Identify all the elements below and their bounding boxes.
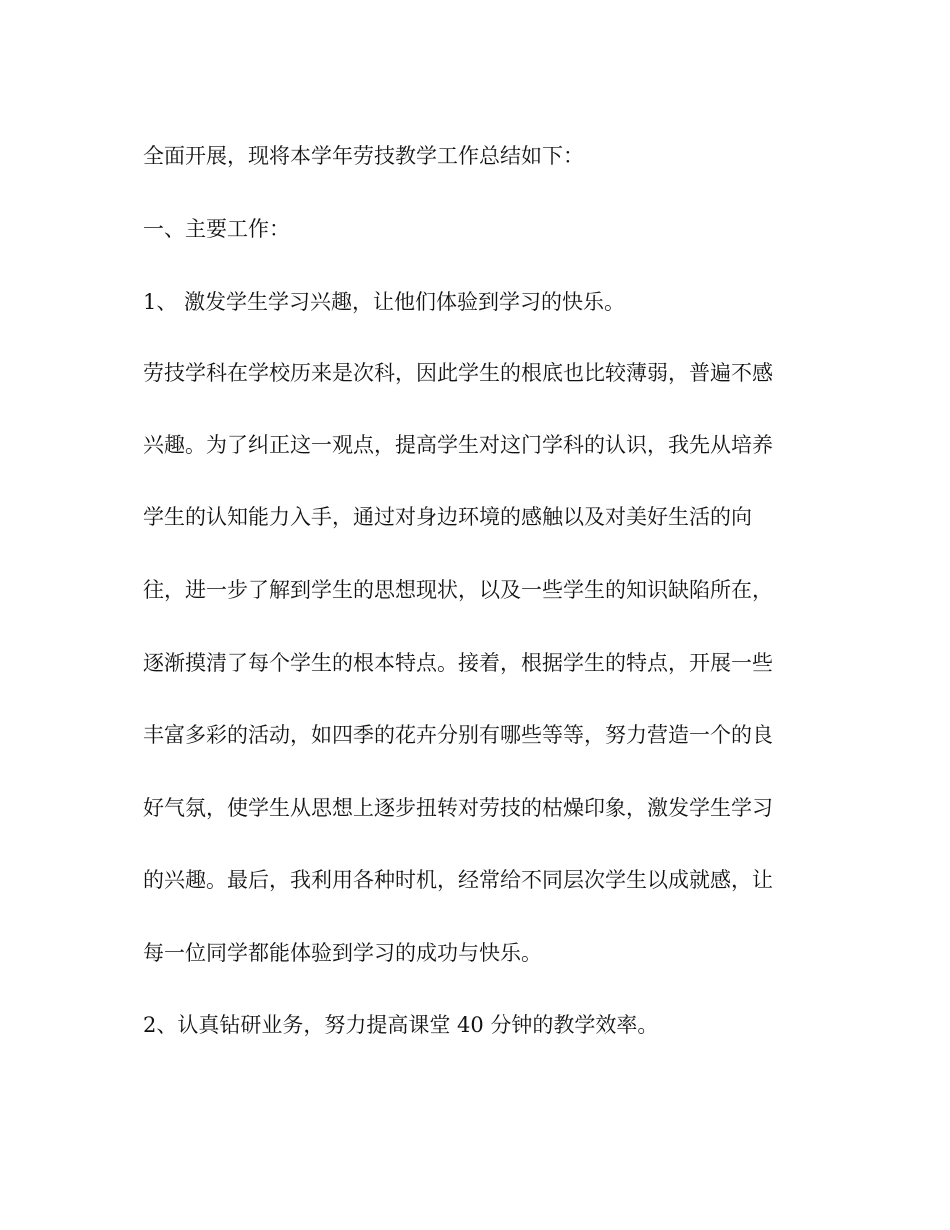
text-line: 全面开展，现将本学年劳技教学工作总结如下： [143,144,584,168]
text-line: 往，进一步了解到学生的思想现状，以及一些学生的知识缺陷所在， [143,578,773,602]
text-line: 好气氛，使学生从思想上逐步扭转对劳技的枯燥印象，激发学生学习 [143,796,773,820]
text-line: 兴趣。为了纠正这一观点，提高学生对这门学科的认识，我先从培养 [143,433,773,457]
text-line: 丰富多彩的活动，如四季的花卉分别有哪些等等，努力营造一个的良 [143,723,773,747]
text-line: 逐渐摸清了每个学生的根本特点。接着，根据学生的特点，开展一些 [143,651,773,675]
section-heading: 一、主要工作： [143,217,290,241]
text-line: 学生的认知能力入手，通过对身边环境的感触以及对美好生活的向 [143,505,752,529]
text-line: 劳技学科在学校历来是次科，因此学生的根底也比较薄弱，普遍不感 [143,361,773,385]
text-line: 的兴趣。最后，我利用各种时机，经常给不同层次学生以成就感，让 [143,868,773,892]
subsection-heading: 2、认真钻研业务，努力提高课堂 40 分钟的教学效率。 [143,1013,659,1037]
subsection-heading: 1、 激发学生学习兴趣，让他们体验到学习的快乐。 [143,290,626,314]
text-line: 每一位同学都能体验到学习的成功与快乐。 [143,941,542,965]
